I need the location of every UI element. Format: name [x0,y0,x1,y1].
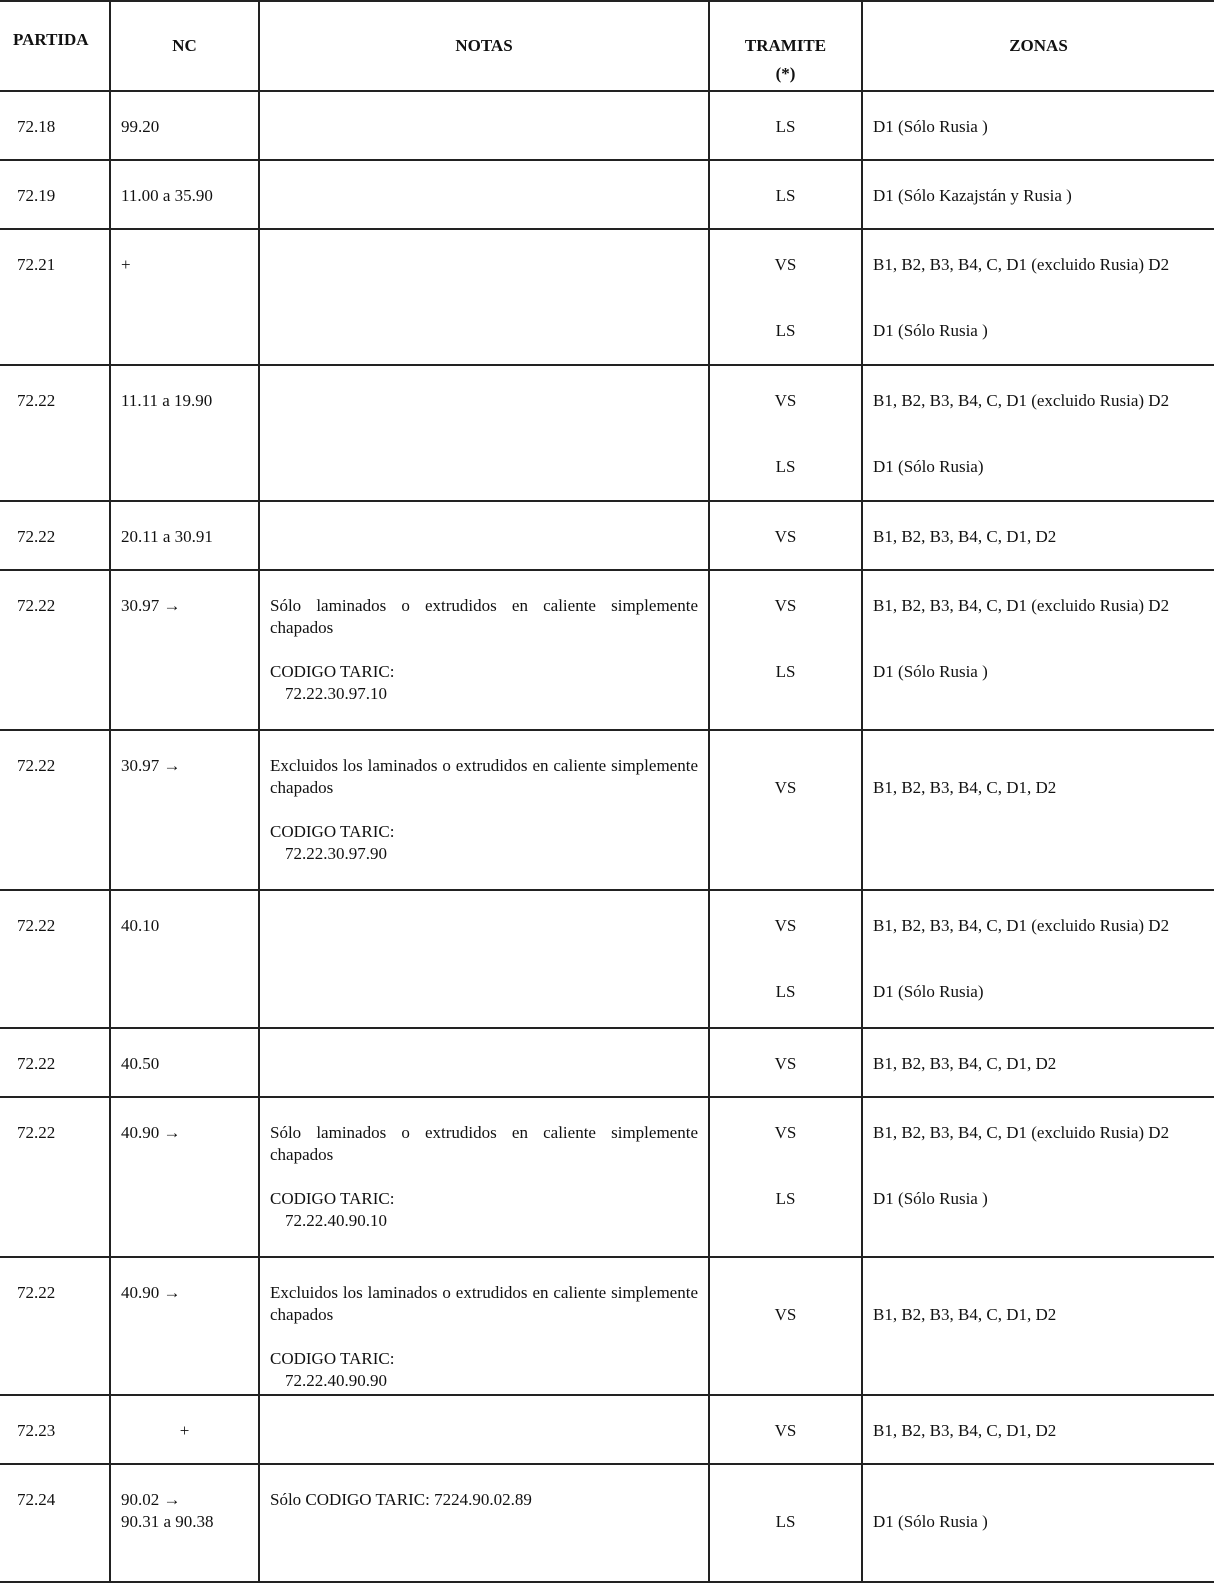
zonas-value: D1 (Sólo Rusia ) [873,1512,988,1531]
tramite-value: VS [774,255,797,274]
taric-code: 72.22.40.90.10 [285,1211,387,1230]
zonas-value: B1, B2, B3, B4, C, D1, D2 [873,1421,1057,1440]
nc-cell-range: 90.31 a 90.38 [121,1512,214,1531]
notas-text: Excluidos los laminados o extrudidos en caliente simplemente chapados [270,1283,698,1324]
zonas-value: B1, B2, B3, B4, C, D1, D2 [873,778,1057,797]
notas-cell [260,230,708,254]
notas-cell [260,502,708,526]
table-row [0,1097,1214,1257]
table-row [0,160,1214,229]
tramite-value: VS [774,1421,797,1440]
nc-cell: 99.20 [121,117,160,136]
taric-label: CODIGO TARIC: [270,822,395,841]
partida-cell: 72.23 [17,1421,56,1440]
nc-cell: 20.11 a 30.91 [121,527,213,546]
notas-text: Sólo laminados o extrudidos en caliente simplemente chapados [270,596,698,637]
notas-cell [260,161,708,185]
header-partida: PARTIDA [0,1,110,91]
taric-label: CODIGO TARIC: [270,1189,395,1208]
zonas-value: D1 (Sólo Rusia ) [873,662,988,681]
table-row [0,1028,1214,1097]
partida-cell: 72.22 [17,1283,56,1302]
partida-cell: 72.24 [17,1490,56,1509]
nc-cell: + [179,1421,190,1440]
tramite-value: LS [775,1512,796,1531]
partida-cell: 72.18 [17,117,56,136]
zonas-value: D1 (Sólo Rusia) [873,457,984,476]
zonas-value: B1, B2, B3, B4, C, D1, D2 [873,1054,1057,1073]
header-notas: NOTAS [259,1,709,91]
partida-cell: 72.22 [17,391,56,410]
tramite-value: LS [775,457,796,476]
tramite-value: VS [774,1123,797,1142]
nc-cell: 40.50 [121,1054,160,1073]
zonas-value: D1 (Sólo Rusia ) [873,117,988,136]
nc-cell: 40.10 [121,916,160,935]
taric-code: 72.22.40.90.90 [285,1371,387,1390]
zonas-value: B1, B2, B3, B4, C, D1 (excluido Rusia) D2 [873,916,1170,935]
zonas-value: B1, B2, B3, B4, C, D1 (excluido Rusia) D2 [873,1123,1170,1142]
taric-label: CODIGO TARIC: [270,662,395,681]
partida-cell: 72.22 [17,756,56,775]
notas-cell [260,1396,708,1420]
table-row [0,890,1214,1028]
table-row [0,501,1214,570]
partida-cell: 72.22 [17,527,56,546]
partida-cell: 72.22 [17,1123,56,1142]
zonas-value: B1, B2, B3, B4, C, D1, D2 [873,1305,1057,1324]
tramite-value: VS [774,527,797,546]
header-nc: NC [110,1,259,91]
tramite-value: VS [774,391,797,410]
table-row [0,365,1214,501]
table-row [0,229,1214,365]
nc-cell: 90.02 → [121,1490,181,1509]
tramite-value: VS [774,1054,797,1073]
table-row [0,730,1214,890]
tramite-value: LS [775,186,796,205]
table-row [0,570,1214,730]
zonas-value: D1 (Sólo Rusia) [873,982,984,1001]
nc-cell: + [121,255,131,274]
partida-cell: 72.21 [17,255,56,274]
table-row [0,91,1214,160]
nc-cell: 30.97 → [121,756,181,775]
table-row [0,1395,1214,1464]
zonas-value: B1, B2, B3, B4, C, D1 (excluido Rusia) D2 [873,596,1170,615]
taric-label: CODIGO TARIC: [270,1349,395,1368]
zonas-value: D1 (Sólo Rusia ) [873,1189,988,1208]
partida-cell: 72.22 [17,596,56,615]
nc-cell: 40.90 → [121,1283,181,1302]
notas-cell [260,1029,708,1053]
zonas-value: D1 (Sólo Rusia ) [873,321,988,340]
tramite-value: VS [774,596,797,615]
tramite-value: LS [775,982,796,1001]
zonas-value: B1, B2, B3, B4, C, D1 (excluido Rusia) D2 [873,391,1170,410]
nc-cell: 11.00 a 35.90 [121,186,213,205]
header-tramite-note: (*) [775,64,796,83]
notas-text: Sólo CODIGO TARIC: 7224.90.02.89 [270,1490,532,1509]
tramite-value: VS [774,778,797,797]
partida-cell: 72.22 [17,916,56,935]
tramite-value: LS [775,321,796,340]
zonas-value: D1 (Sólo Kazajstán y Rusia ) [873,186,1072,205]
tramite-value: LS [775,117,796,136]
nc-cell: 40.90 → [121,1123,181,1142]
notas-cell [260,891,708,915]
header-row [0,1,1214,91]
zonas-value: B1, B2, B3, B4, C, D1, D2 [873,527,1057,546]
notas-cell [260,92,708,116]
tramite-value: VS [774,916,797,935]
tramite-value: LS [775,1189,796,1208]
notas-text: Sólo laminados o extrudidos en caliente simplemente chapados [270,1123,698,1164]
table-row [0,1464,1214,1582]
header-zonas: ZONAS [862,1,1214,91]
header-tramite [709,1,862,91]
zonas-value: B1, B2, B3, B4, C, D1 (excluido Rusia) D2 [873,255,1170,274]
taric-code: 72.22.30.97.90 [285,844,387,863]
nc-cell: 30.97 → [121,596,181,615]
tramite-value: LS [775,662,796,681]
nc-cell: 11.11 a 19.90 [121,391,213,410]
partida-cell: 72.22 [17,1054,56,1073]
tramite-value: VS [774,1305,797,1324]
table-row [0,1257,1214,1395]
header-tramite-label: TRAMITE [744,36,827,55]
partida-cell: 72.19 [17,186,56,205]
taric-code: 72.22.30.97.10 [285,684,387,703]
notas-cell [260,366,708,390]
notas-text: Excluidos los laminados o extrudidos en caliente simplemente chapados [270,756,698,797]
